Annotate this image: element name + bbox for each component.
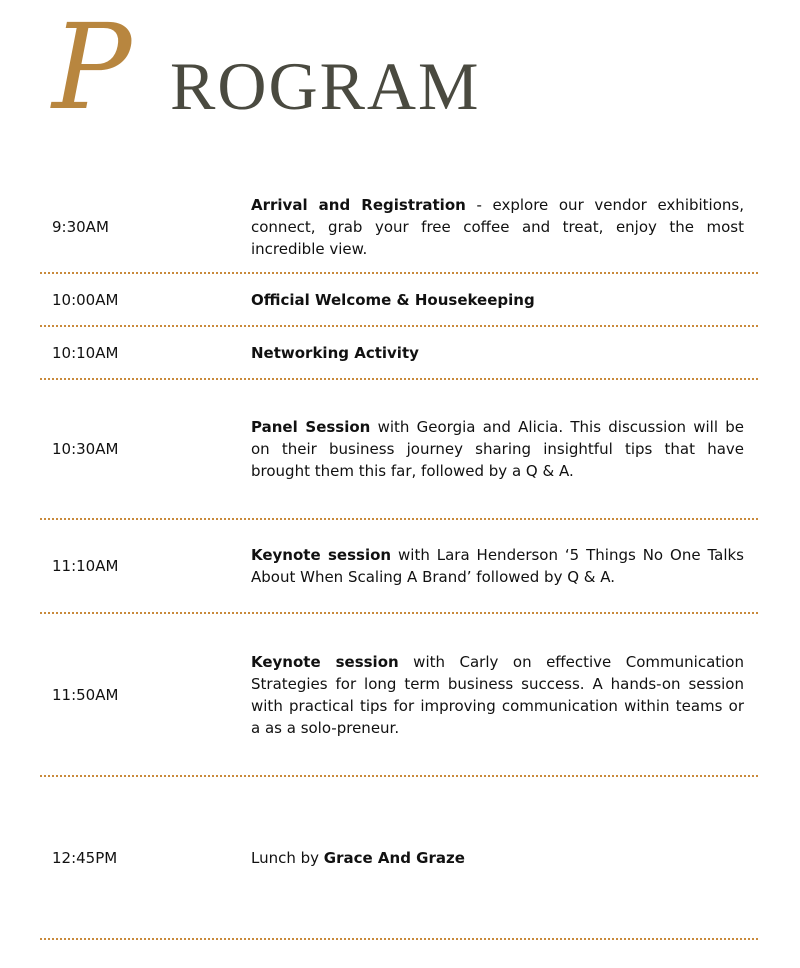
schedule-prefix: Lunch by (251, 848, 324, 867)
schedule-row (40, 520, 758, 614)
schedule-title: Keynote session (251, 652, 399, 671)
schedule-detail: with Carly on effective Communication Strategies for long term business success. A hands-on session with practical tips for improving communication within teams or a as a solo-preneur. (251, 652, 744, 737)
schedule-description (251, 651, 744, 739)
schedule-detail: with Lara Henderson ‘5 Things No One Talks About When Scaling A Brand’ followed by Q & A. (251, 546, 744, 586)
schedule-time: 10:10AM (52, 343, 119, 362)
schedule-title: Panel Session (251, 418, 371, 436)
schedule-description (251, 194, 744, 260)
schedule-description (251, 289, 744, 311)
schedule-detail: with Georgia and Alicia. This discussion will be on their business journey sharing insightful tips that have brought them this far, followed by a Q & A. (251, 418, 744, 480)
schedule-time: 11:50AM (52, 685, 119, 704)
schedule-time: 12:45PM (52, 848, 118, 867)
schedule-description (251, 416, 744, 482)
schedule-time: 11:10AM (52, 557, 119, 575)
schedule-row (40, 777, 758, 940)
schedule-title: Keynote session (251, 546, 392, 564)
schedule-row (40, 182, 758, 274)
schedule-description (251, 342, 744, 364)
schedule-detail: - explore our vendor exhibitions, connect, grab your free coffee and treat, enjoy the most incredible view. (251, 196, 744, 258)
schedule-list (40, 0, 758, 968)
schedule-time: 10:30AM (52, 440, 119, 458)
schedule-row (40, 327, 758, 380)
schedule-description (251, 544, 744, 588)
schedule-description (251, 847, 744, 869)
schedule-row (40, 614, 758, 777)
schedule-title: Arrival and Registration (251, 196, 466, 214)
schedule-time: 10:00AM (52, 290, 119, 309)
title-initial: P (52, 0, 132, 136)
schedule-time: 9:30AM (52, 218, 109, 236)
schedule-title: Networking Activity (251, 343, 419, 362)
schedule-row (40, 380, 758, 520)
schedule-title: Official Welcome & Housekeeping (251, 290, 535, 309)
schedule-row (40, 274, 758, 327)
schedule-title: Grace And Graze (323, 848, 465, 867)
title-rest: ROGRAM (170, 48, 481, 124)
